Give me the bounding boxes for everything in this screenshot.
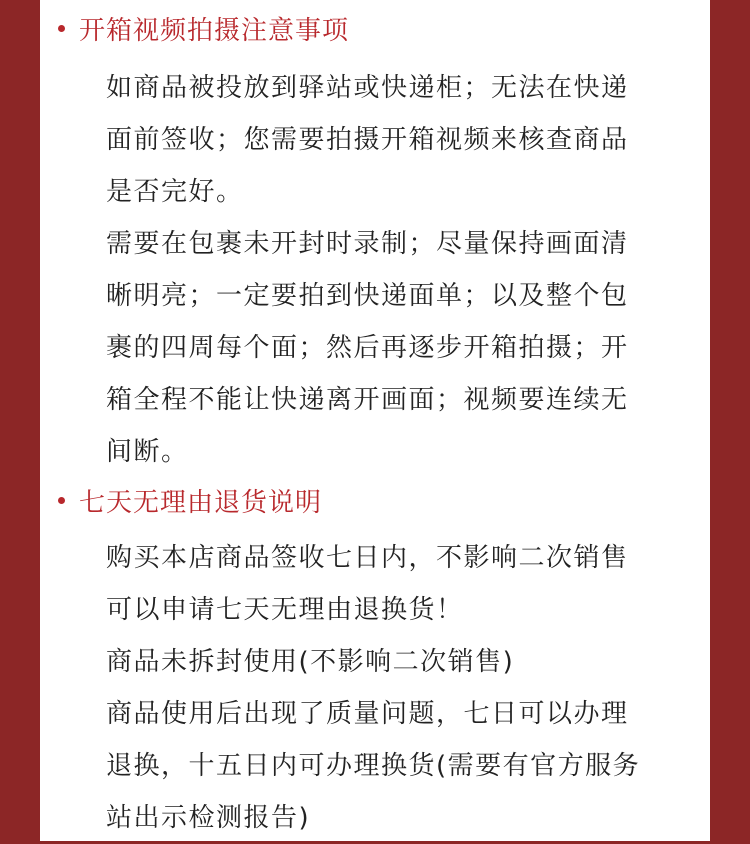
section-title: 七天无理由退货说明 bbox=[79, 487, 323, 518]
text-line: 是否完好。 bbox=[106, 177, 244, 207]
text-line: 晰明亮；一定要拍到快递面单；以及整个包 bbox=[106, 281, 629, 311]
section-title: 开箱视频拍摄注意事项 bbox=[79, 15, 350, 46]
text-line: 裹的四周每个面；然后再逐步开箱拍摄；开 bbox=[106, 333, 629, 363]
text-line: 面前签收；您需要拍摄开箱视频来核查商品 bbox=[106, 125, 629, 155]
text-line: 退换，十五日内可办理换货(需要有官方服务 bbox=[106, 751, 641, 781]
unboxing-instructions bbox=[106, 62, 676, 478]
section-heading-returns bbox=[58, 480, 322, 520]
text-line: 商品未拆封使用(不影响二次销售) bbox=[106, 647, 515, 677]
section-heading-unboxing bbox=[58, 8, 349, 48]
text-line: 如商品被投放到驿站或快递柜；无法在快递 bbox=[106, 73, 629, 103]
text-line: 间断。 bbox=[106, 437, 189, 467]
text-line: 可以申请七天无理由退换货！ bbox=[106, 595, 464, 625]
text-line: 购买本店商品签收七日内，不影响二次销售 bbox=[106, 543, 629, 573]
text-line: 站出示检测报告) bbox=[106, 803, 311, 833]
bullet-icon bbox=[58, 25, 65, 32]
return-policy-text bbox=[106, 532, 676, 844]
content-panel bbox=[40, 0, 710, 841]
text-line: 商品使用后出现了质量问题，七日可以办理 bbox=[106, 699, 629, 729]
bullet-icon bbox=[58, 497, 65, 504]
text-line: 需要在包裹未开封时录制；尽量保持画面清 bbox=[106, 229, 629, 259]
text-line: 箱全程不能让快递离开画面；视频要连续无 bbox=[106, 385, 629, 415]
